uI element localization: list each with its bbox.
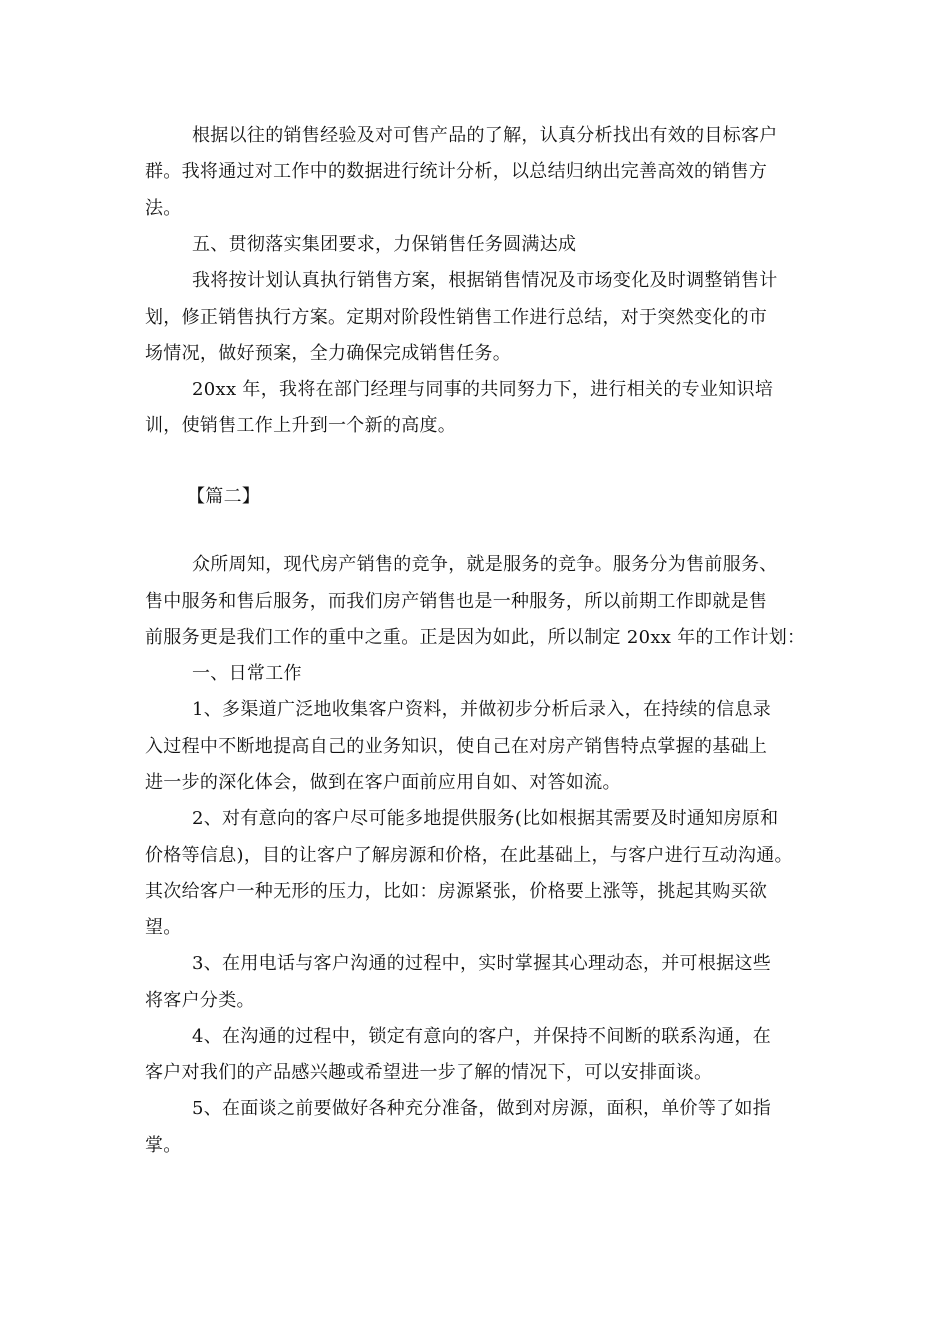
paragraph-line: 群。我将通过对工作中的数据进行统计分析，以总结归纳出完善高效的销售方: [145, 161, 768, 182]
paragraph-line: 根据以往的销售经验及对可售产品的了解，认真分析找出有效的目标客户: [192, 125, 778, 146]
list-item-line: 其次给客户一种无形的压力，比如：房源紧张，价格要上涨等，挑起其购买欲: [145, 881, 768, 902]
list-item-line: 1、多渠道广泛地收集客户资料，并做初步分析后录入，在持续的信息录: [192, 699, 772, 720]
list-item-line: 3、在用电话与客户沟通的过程中，实时掌握其心理动态，并可根据这些: [192, 953, 772, 974]
paragraph-line: 众所周知，现代房产销售的竞争，就是服务的竞争。服务分为售前服务、: [192, 554, 778, 575]
section-heading: 一、日常工作: [192, 663, 302, 684]
paragraph-line: 售中服务和售后服务，而我们房产销售也是一种服务，所以前期工作即就是售: [145, 591, 768, 612]
paragraph-line: 我将按计划认真执行销售方案，根据销售情况及市场变化及时调整销售计: [192, 270, 778, 291]
paragraph-line: 法。: [145, 198, 182, 219]
list-item-line: 将客户分类。: [145, 990, 255, 1011]
list-item-line: 进一步的深化体会，做到在客户面前应用自如、对答如流。: [145, 772, 621, 793]
list-item-line: 望。: [145, 917, 182, 938]
list-item-line: 2、对有意向的客户尽可能多地提供服务(比如根据其需要及时通知房原和: [192, 808, 779, 829]
list-item-line: 入过程中不断地提高自己的业务知识，使自己在对房产销售特点掌握的基础上: [145, 736, 768, 757]
paragraph-line: 训，使销售工作上升到一个新的高度。: [145, 415, 457, 436]
section-heading: 五、贯彻落实集团要求，力保销售任务圆满达成: [192, 234, 577, 255]
paragraph-line: 场情况，做好预案，全力确保完成销售任务。: [145, 343, 511, 364]
list-item-line: 价格等信息)，目的让客户了解房源和价格，在此基础上，与客户进行互动沟通。: [145, 845, 793, 866]
paragraph-line: 20xx 年，我将在部门经理与同事的共同努力下，进行相关的专业知识培: [192, 379, 774, 400]
list-item-line: 5、在面谈之前要做好各种充分准备，做到对房源，面积，单价等了如指: [192, 1098, 772, 1119]
paragraph-line: 划，修正销售执行方案。定期对阶段性销售工作进行总结，对于突然变化的市: [145, 307, 768, 328]
list-item-line: 4、在沟通的过程中，锁定有意向的客户，并保持不间断的联系沟通，在: [192, 1026, 772, 1047]
section-title: 【篇二】: [187, 486, 261, 507]
list-item-line: 客户对我们的产品感兴趣或希望进一步了解的情况下，可以安排面谈。: [145, 1062, 713, 1083]
list-item-line: 掌。: [145, 1135, 182, 1156]
paragraph-line: 前服务更是我们工作的重中之重。正是因为如此，所以制定 20xx 年的工作计划：: [145, 627, 806, 648]
